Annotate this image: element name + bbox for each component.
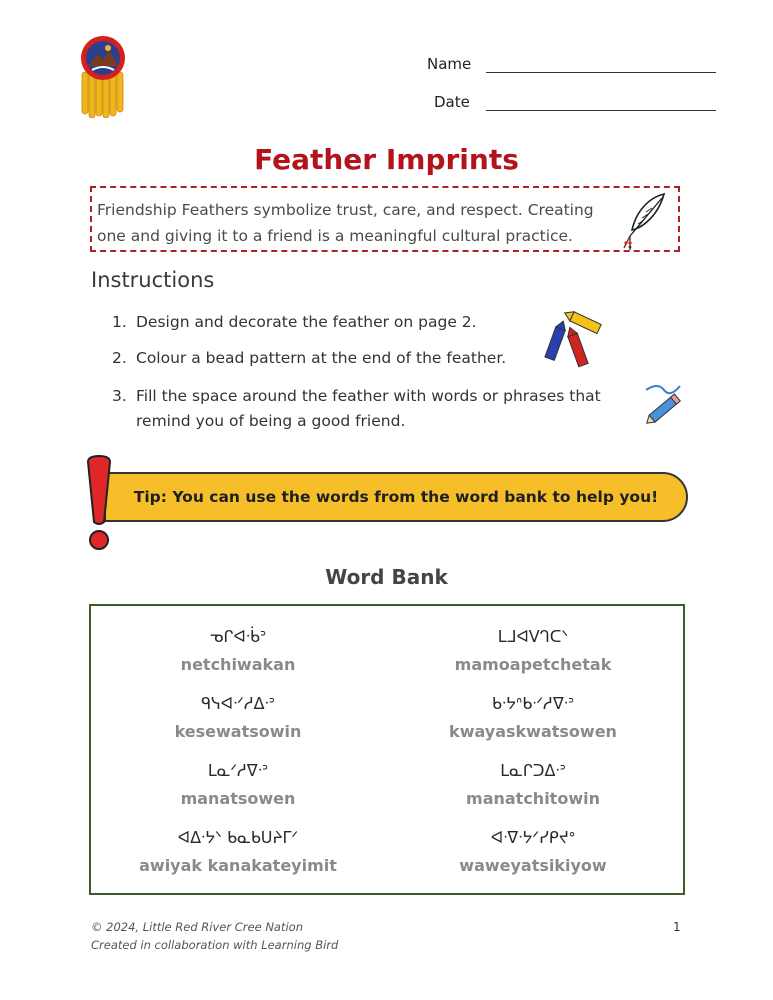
word-roman: manatchitowin <box>466 789 600 808</box>
step-number: 2. <box>112 349 127 367</box>
step-text: Colour a bead pattern at the end of the feather. <box>136 349 507 367</box>
word-bank-item <box>403 760 663 810</box>
word-roman: netchiwakan <box>180 655 296 674</box>
crayons-icon <box>540 310 606 368</box>
word-syllabics: ᓀᒋᐊᐧᑳᐣ <box>209 627 267 646</box>
word-bank-item <box>108 693 368 743</box>
word-roman: waweyatsikiyow <box>459 856 607 875</box>
footer-credit: Created in collaboration with Learning Bird <box>91 938 339 952</box>
exclamation-icon <box>84 454 114 552</box>
word-syllabics: ᐊᐧᐁᐧᔭᐟᓯᑭᔪᐤ <box>490 828 576 847</box>
word-bank-title: Word Bank <box>325 565 448 589</box>
word-syllabics: ᒪᓇᒋᑐᐃᐧᐣ <box>500 761 566 780</box>
word-syllabics: ᐊᐃᐧᔭᐠ ᑲᓇᑲᑌᔨᒥᐟ <box>177 828 299 847</box>
word-syllabics: ᒪᓇᐟᓱᐁᐧᐣ <box>207 761 269 780</box>
date-label: Date <box>434 93 470 111</box>
word-syllabics: ᑲᐧᔭᐢᑲᐧᐟᓱᐁᐧᐣ <box>491 694 575 713</box>
intro-text: Friendship Feathers symbolize trust, care, and respect. Creating one and giving it to a friend is a meaningful cultural practice. <box>97 201 594 245</box>
word-bank-item <box>403 693 663 743</box>
word-bank-item <box>108 760 368 810</box>
step-number: 1. <box>112 313 127 331</box>
page-number: 1 <box>673 920 681 934</box>
nation-seal-icon <box>74 34 132 118</box>
step-text: Fill the space around the feather with words or phrases that remind you of being a good friend. <box>136 387 601 430</box>
tip-text: Tip: You can use the words from the word bank to help you! <box>133 488 659 506</box>
instructions-heading: Instructions <box>91 268 215 292</box>
name-field-line[interactable] <box>486 72 716 73</box>
page-title: Feather Imprints <box>254 143 519 176</box>
word-bank-item <box>403 626 663 676</box>
step-text: Design and decorate the feather on page 2. <box>136 313 477 331</box>
footer-copyright: © 2024, Little Red River Cree Nation <box>91 920 303 934</box>
name-label: Name <box>427 55 472 73</box>
word-roman: awiyak kanakateyimit <box>139 856 337 875</box>
date-field-line[interactable] <box>486 110 716 111</box>
word-bank-item <box>108 626 368 676</box>
word-roman: kwayaskwatsowen <box>449 722 617 741</box>
word-bank-item <box>403 827 663 877</box>
word-syllabics: ᑫᓭᐊᐧᐟᓱᐃᐧᐣ <box>201 694 275 713</box>
word-bank-item <box>108 827 368 877</box>
word-roman: manatsowen <box>180 789 296 808</box>
feather-icon <box>618 190 674 252</box>
word-syllabics: ᒪᒧᐊᐯᒉᑕᐠ <box>497 627 569 646</box>
step-number: 3. <box>112 387 127 405</box>
word-roman: kesewatsowin <box>174 722 302 741</box>
pencil-icon <box>640 380 686 424</box>
instruction-step-3 <box>112 384 652 434</box>
word-roman: mamoapetchetak <box>454 655 612 674</box>
